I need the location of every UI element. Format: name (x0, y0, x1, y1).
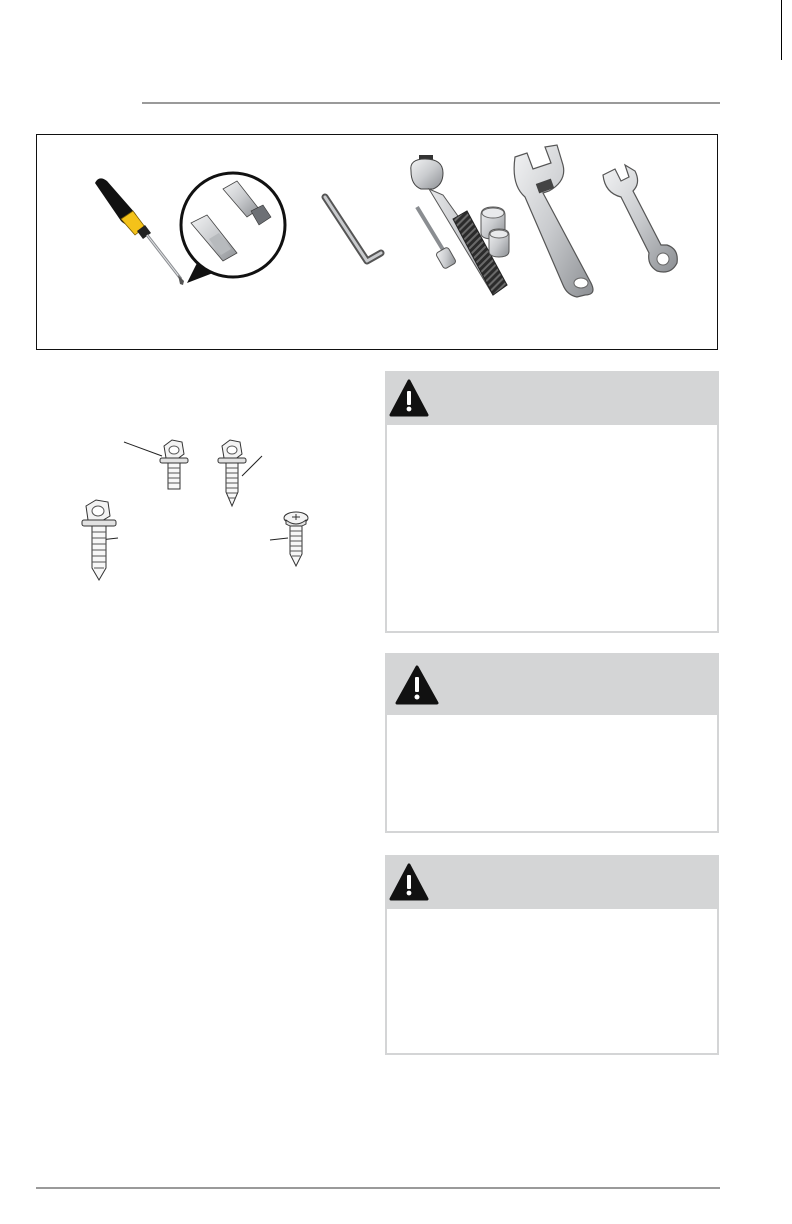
leader-line (124, 442, 162, 456)
phillips-pan-screw-icon (284, 512, 308, 566)
warning-box-2 (385, 653, 719, 833)
warning-box-3 (385, 855, 719, 1055)
tools-illustration (37, 135, 719, 351)
warning-triangle-icon (387, 857, 447, 909)
header-rule (142, 102, 720, 104)
hex-washer-screw-icon (218, 440, 246, 506)
footer-rule (36, 1187, 720, 1189)
warning-header (387, 655, 717, 715)
warning-body (387, 425, 717, 445)
tools-figure-panel (36, 134, 718, 350)
ratchet-socket-set-icon (411, 155, 509, 295)
corner-crop-mark (781, 0, 782, 60)
screwdriver-bits-icon (181, 173, 285, 283)
hex-washer-bolt-long-icon (82, 500, 116, 580)
warning-body (387, 715, 717, 735)
warning-body (387, 909, 717, 929)
warning-box-1 (385, 371, 719, 633)
leader-line (270, 538, 288, 540)
warning-triangle-icon (387, 373, 447, 425)
warning-header (387, 857, 717, 909)
hex-washer-bolt-short-icon (160, 440, 188, 489)
warning-triangle-icon (387, 655, 447, 715)
fasteners-illustration (60, 420, 350, 600)
fasteners-figure (60, 420, 350, 600)
hex-key-icon (325, 197, 381, 261)
adjustable-wrench-icon (514, 145, 593, 297)
screwdriver-icon (95, 178, 184, 285)
combination-wrench-icon (603, 165, 677, 272)
warning-header (387, 373, 717, 425)
